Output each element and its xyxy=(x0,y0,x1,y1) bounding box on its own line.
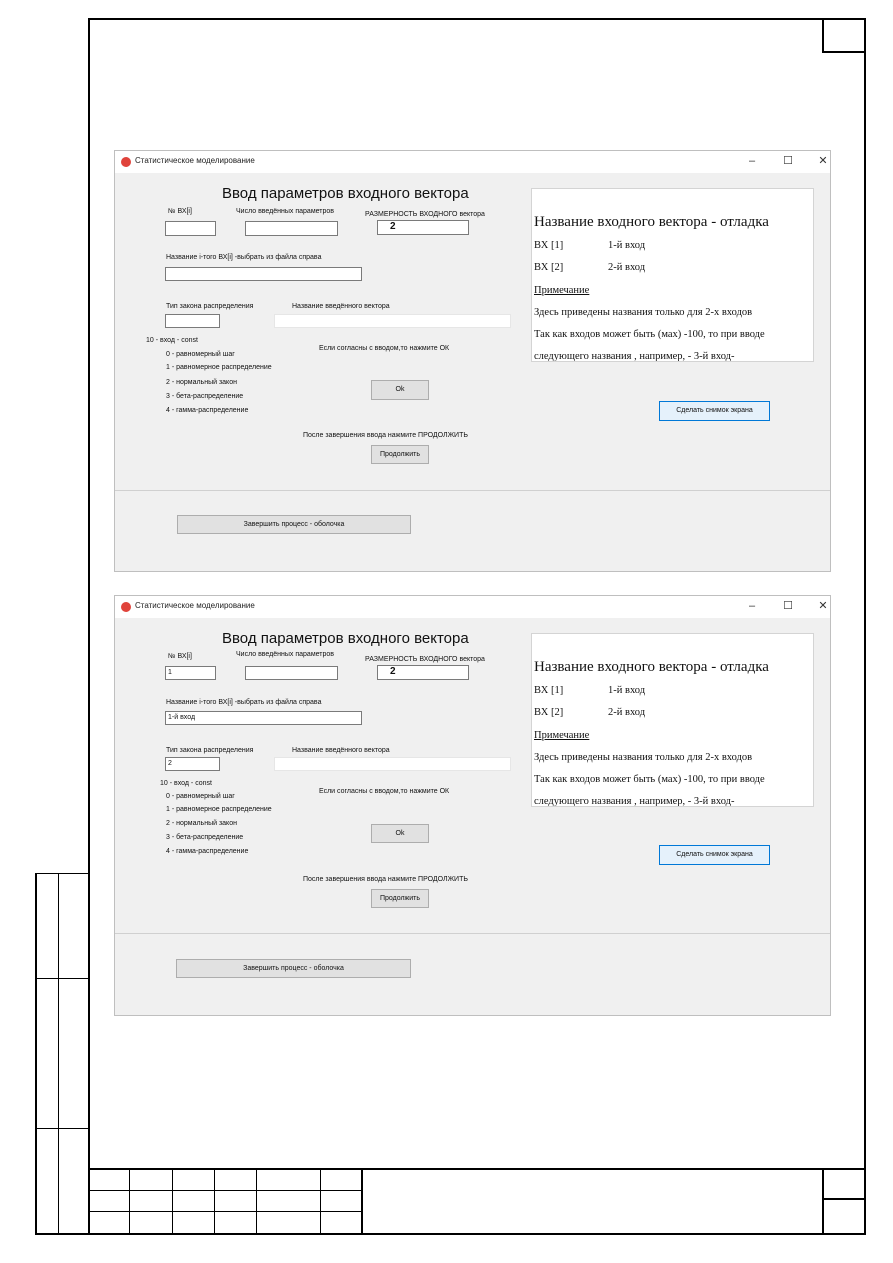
panel-title: Название входного вектора - отладка xyxy=(534,659,769,675)
param-count-label: Число введённых параметров xyxy=(236,208,335,215)
law-type-label: Тип закона распределения xyxy=(166,303,254,310)
window-title: Статистическое моделирование xyxy=(135,601,255,610)
panel-row-key: ВХ [1] xyxy=(534,685,564,696)
bx-no-input[interactable]: 1 xyxy=(165,666,216,680)
panel-note-line: Здесь приведены названия только для 2-х входов xyxy=(534,752,753,763)
distribution-item: 4 - гамма-распределение xyxy=(166,848,249,855)
entered-name-label: Название введённого вектора xyxy=(292,303,390,310)
distribution-item: 3 - бета-распределение xyxy=(166,393,244,400)
panel-row-value: 1-й вход xyxy=(608,685,646,696)
entered-name-label: Название введённого вектора xyxy=(292,747,390,754)
distribution-item: 2 - нормальный закон xyxy=(166,379,237,386)
confirm-hint: Если согласны с вводом,то нажмите ОК xyxy=(319,345,450,352)
dimension-input[interactable]: 2 xyxy=(377,665,469,680)
entered-name-field xyxy=(274,757,511,771)
entered-name-field xyxy=(274,314,511,328)
close-icon[interactable]: ✕ xyxy=(818,600,828,612)
panel-note-title: Примечание xyxy=(534,285,590,296)
ok-button[interactable]: Ok xyxy=(371,380,429,400)
dimension-input[interactable]: 2 xyxy=(377,220,469,235)
finish-button[interactable]: Завершить процесс - оболочка xyxy=(177,515,411,534)
screenshot-button[interactable]: Сделать снимок экрана xyxy=(659,401,770,421)
name-i-input[interactable] xyxy=(165,267,362,281)
panel-note-line: Здесь приведены названия только для 2-х входов xyxy=(534,307,753,318)
form-heading: Ввод параметров входного вектора xyxy=(222,185,469,202)
param-count-input[interactable] xyxy=(245,666,338,680)
law-type-label: Тип закона распределения xyxy=(166,747,254,754)
continue-hint: После завершения ввода нажмите ПРОДОЛЖИТЬ xyxy=(303,432,468,439)
continue-hint: После завершения ввода нажмите ПРОДОЛЖИТЬ xyxy=(303,876,468,883)
distribution-item: 10 - вход - const xyxy=(146,337,198,344)
minimize-icon[interactable]: – xyxy=(748,155,756,167)
screenshot-button[interactable]: Сделать снимок экрана xyxy=(659,845,770,865)
app-window-1 xyxy=(114,150,831,572)
param-count-label: Число введённых параметров xyxy=(236,651,335,658)
law-type-input[interactable]: 2 xyxy=(165,757,220,771)
panel-note-title: Примечание xyxy=(534,730,590,741)
name-i-label: Название i-того ВХ[i] -выбрать из файла справа xyxy=(166,699,322,706)
app-window-2 xyxy=(114,595,831,1016)
bx-no-label: № ВХ[i] xyxy=(168,208,192,215)
maximize-icon[interactable]: ☐ xyxy=(783,155,793,167)
panel-row-value: 2-й вход xyxy=(608,707,646,718)
name-i-label: Название i-того ВХ[i] -выбрать из файла справа xyxy=(166,254,322,261)
distribution-item: 1 - равномерное распределение xyxy=(166,806,272,813)
form-heading: Ввод параметров входного вектора xyxy=(222,630,469,647)
app-icon xyxy=(121,157,131,167)
distribution-item: 0 - равномерный шаг xyxy=(166,351,235,358)
panel-row-value: 2-й вход xyxy=(608,262,646,273)
panel-note-line: Так как входов может быть (мах) -100, то при вводе xyxy=(534,329,765,340)
title-bar xyxy=(115,151,830,173)
maximize-icon[interactable]: ☐ xyxy=(783,600,793,612)
debug-panel xyxy=(531,633,814,807)
ok-button[interactable]: Ok xyxy=(371,824,429,843)
panel-note-line: следующего названия , например, - 3-й вход- xyxy=(534,796,735,807)
param-count-input[interactable] xyxy=(245,221,338,236)
distribution-item: 0 - равномерный шаг xyxy=(166,793,235,800)
dimension-label: РАЗМЕРНОСТЬ ВХОДНОГО вектора xyxy=(365,656,485,663)
distribution-item: 3 - бета-распределение xyxy=(166,834,244,841)
law-type-input[interactable] xyxy=(165,314,220,328)
panel-note-line: Так как входов может быть (мах) -100, то при вводе xyxy=(534,774,765,785)
divider xyxy=(115,933,830,934)
app-icon xyxy=(121,602,131,612)
panel-row-key: ВХ [2] xyxy=(534,707,564,718)
distribution-item: 10 - вход - const xyxy=(160,780,212,787)
panel-row-key: ВХ [2] xyxy=(534,262,564,273)
minimize-icon[interactable]: – xyxy=(748,600,756,612)
window-title: Статистическое моделирование xyxy=(135,156,255,165)
panel-note-line: следующего названия , например, - 3-й вход- xyxy=(534,351,735,362)
continue-button[interactable]: Продолжить xyxy=(371,889,429,908)
divider xyxy=(115,490,830,491)
panel-row-key: ВХ [1] xyxy=(534,240,564,251)
name-i-input[interactable]: 1-й вход xyxy=(165,711,362,725)
distribution-item: 2 - нормальный закон xyxy=(166,820,237,827)
panel-row-value: 1-й вход xyxy=(608,240,646,251)
debug-panel xyxy=(531,188,814,362)
distribution-item: 1 - равномерное распределение xyxy=(166,364,272,371)
bx-no-input[interactable] xyxy=(165,221,216,236)
bx-no-label: № ВХ[i] xyxy=(168,653,192,660)
finish-button[interactable]: Завершить процесс - оболочка xyxy=(176,959,411,978)
dimension-label: РАЗМЕРНОСТЬ ВХОДНОГО вектора xyxy=(365,211,485,218)
title-bar xyxy=(115,596,830,618)
panel-title: Название входного вектора - отладка xyxy=(534,214,769,230)
close-icon[interactable]: ✕ xyxy=(818,155,828,167)
confirm-hint: Если согласны с вводом,то нажмите ОК xyxy=(319,788,450,795)
continue-button[interactable]: Продолжить xyxy=(371,445,429,464)
distribution-item: 4 - гамма-распределение xyxy=(166,407,249,414)
